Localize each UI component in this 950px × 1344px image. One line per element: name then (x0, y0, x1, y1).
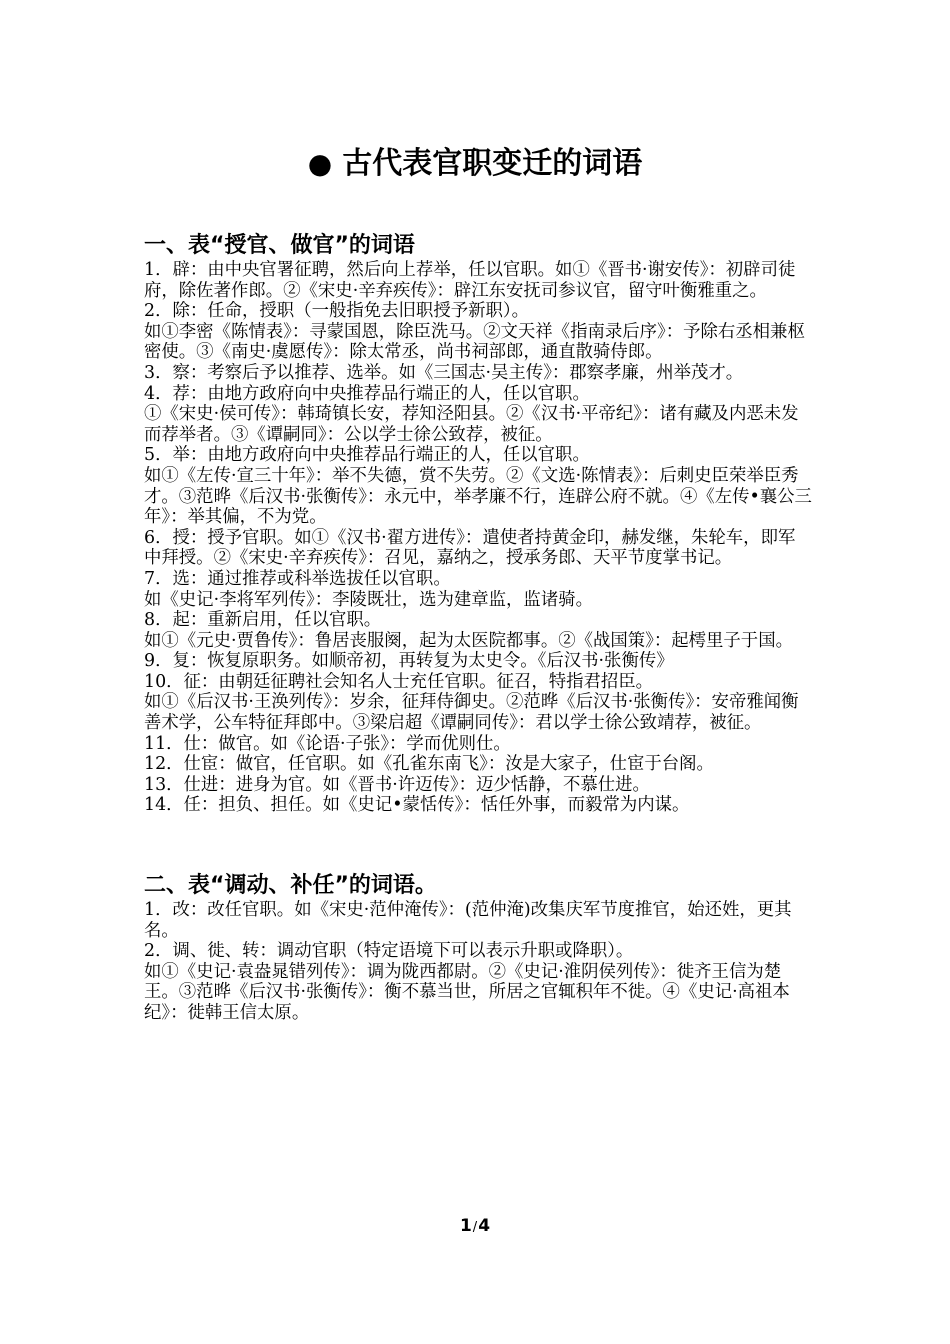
paragraph: ①《宋史·侯可传》：韩琦镇长安，荐知泾阳县。②《汉书·平帝纪》：诸有藏及内恶未发而荐举者。③《谭嗣同》：公以学士徐公致荐，被征。 (144, 404, 799, 445)
paragraph: 7．选：通过推荐或科举选拔任以官职。 (144, 568, 451, 589)
paragraph: 如①李密《陈情表》：寻蒙国恩，除臣洗马。②文天祥《指南录后序》：予除右丞相兼枢密使。③《南史·虞愿传》：除太常丞，尚书祠部郎，通直散骑侍郎。 (144, 321, 805, 363)
paragraph: 如①《左传·宣三十年》：举不失德，赏不失劳。②《文选·陈情表》：后刺史臣荣举臣秀才。③范晔《后汉书·张衡传》：永元中，举孝廉不行，连辟公府不就。④《左传•襄公三年》：举其偏，不为党。 (144, 465, 812, 528)
paragraph: 2．除：任命，授职（一般指免去旧职授予新职）。 (144, 301, 529, 322)
page-title-text: 古代表官职变迁的词语 (342, 146, 643, 181)
page-current: 1 (459, 1216, 472, 1236)
document-body (144, 226, 812, 1024)
section-heading-2: 二、表“调动、补任”的词语。 (144, 873, 437, 899)
paragraph: 13．仕进：进身为官。如《晋书·许迈传》：迈少恬静，不慕仕进。 (144, 774, 650, 795)
bullet-icon: ● (307, 147, 333, 180)
paragraph: 如①《元史·贾鲁传》：鲁居丧服阕，起为太医院都事。②《战国策》：起樗里子于国。 (144, 630, 793, 651)
paragraph: 6．授：授予官职。如①《汉书·翟方进传》：遣使者持黄金印，赫发继，朱轮车，即军中拜授。②《宋史·辛弃疾传》：召见，嘉纳之，授承务郎、天平节度掌书记。 (144, 527, 796, 569)
page-number (0, 1215, 950, 1239)
paragraph: 8．起：重新启用，任以官职。 (144, 610, 382, 631)
paragraph: 2．调、徙、转：调动官职（特定语境下可以表示升职或降职）。 (144, 941, 634, 962)
paragraph: 如①《史记·袁盎晁错列传》：调为陇西都尉。②《史记·淮阴侯列传》：徙齐王信为楚王。③范晔《后汉书·张衡传》：衡不慕当世，所居之官辄积年不徙。④《史记·高祖本纪》：徙韩王信太原。 (144, 961, 790, 1023)
paragraph: 11．仕：做官。如《论语·子张》：学而优则仕。 (144, 733, 511, 754)
page-total: 4 (478, 1216, 491, 1236)
paragraph: 9．复：恢复原职务。如顺帝初，再转复为太史令。《后汉书·张衡传》 (144, 651, 674, 672)
section-heading-1: 一、表“授官、做官”的词语 (144, 233, 415, 258)
paragraph: 3．察：考察后予以推荐、选举。如《三国志·吴主传》：郡察孝廉，州举茂才。 (144, 362, 744, 383)
paragraph: 10．征：由朝廷征聘社会知名人士充任官职。征召，特指君招臣。 (144, 671, 654, 692)
paragraph: 4．荐：由地方政府向中央推荐品行端正的人，任以官职。 (144, 383, 590, 404)
page-separator: / (472, 1220, 478, 1235)
paragraph: 如《史记·李将军列传》：李陵既壮，选为建章监，监诸骑。 (144, 589, 593, 610)
paragraph: 5．举：由地方政府向中央推荐品行端正的人，任以官职。 (144, 445, 590, 466)
paragraph: 如①《后汉书·王涣列传》：岁余，征拜侍御史。②范晔《后汉书·张衡传》：安帝雅闻衡善术学，公车特征拜郎中。③梁启超《谭嗣同传》：君以学士徐公致靖荐，被征。 (144, 692, 799, 734)
page-title (0, 142, 950, 186)
paragraph: 1．改：改任官职。如《宋史·范仲淹传》：(范仲淹)改集庆军节度推官，始还姓，更其名。 (144, 900, 792, 941)
paragraph: 12．仕宦：做官，任官职。如《孔雀东南飞》：汝是大家子，仕宦于台阁。 (144, 754, 714, 775)
paragraph: 1．辟：由中央官署征聘，然后向上荐举，任以官职。如①《晋书·谢安传》：初辟司徒府，除佐著作郎。②《宋史·辛弃疾传》：辟江东安抚司参议官，留守叶衡雅重之。 (144, 260, 796, 301)
paragraph: 14．任：担负、担任。如《史记•蒙恬传》：恬任外事，而毅常为内谋。 (144, 795, 690, 816)
